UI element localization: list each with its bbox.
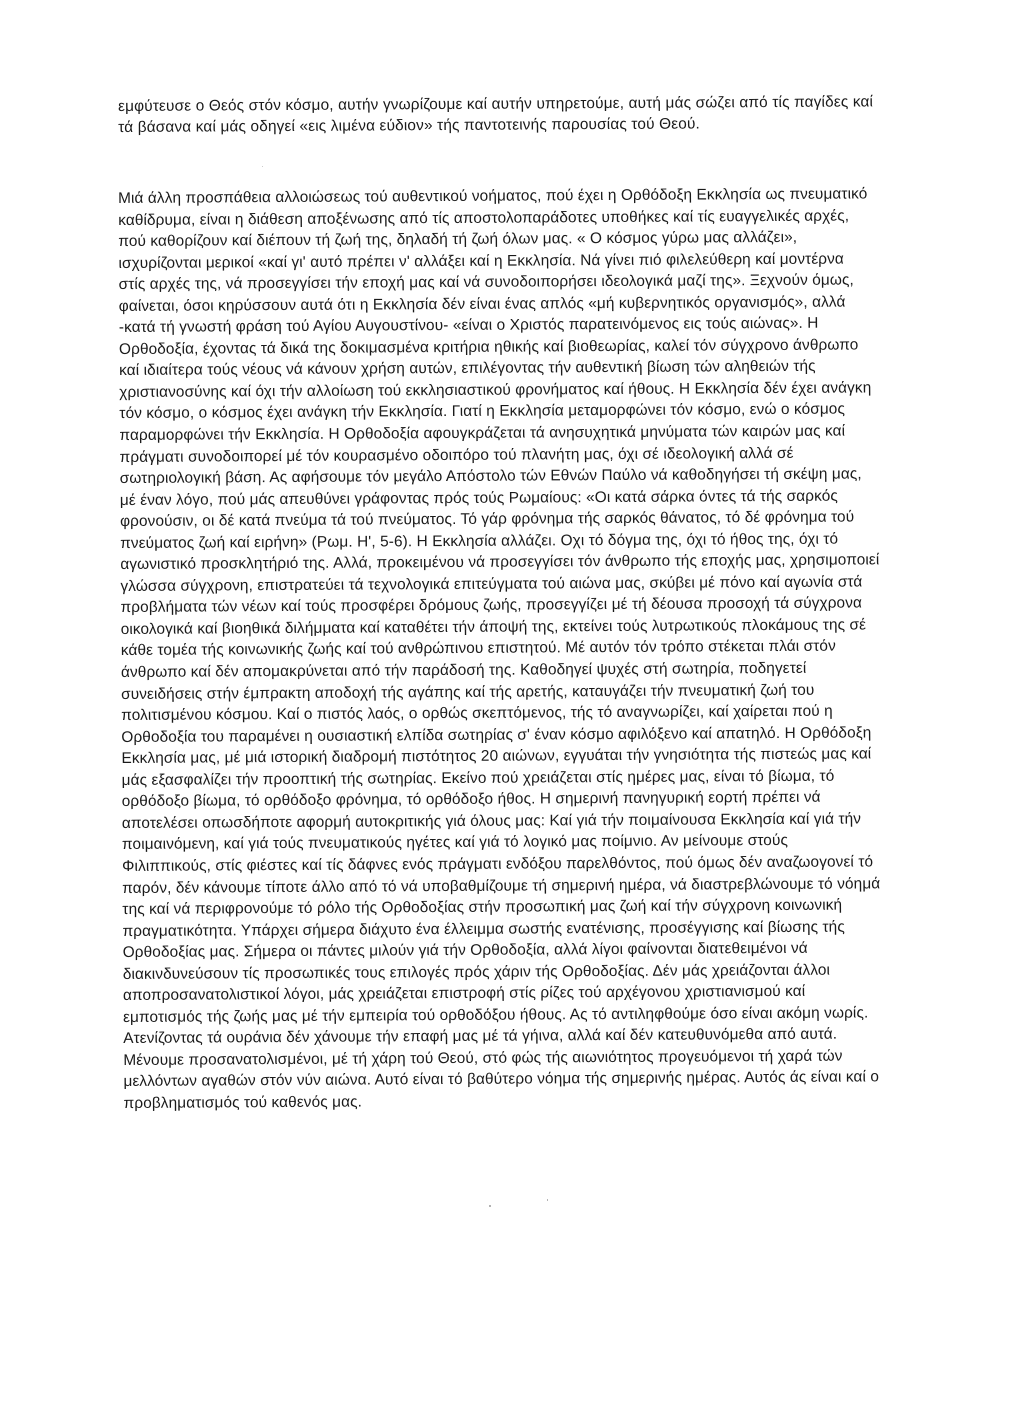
text-line: εμφύτευσε ο Θεός στόν κόσμο, αυτήν γνωρίζουμε καί αυτήν υπηρετούμε, αυτή μάς σώζει από τίς παγίδες καί	[118, 93, 874, 115]
text-line: Εκκλησία μας, μέ μιά ιστορική διαδρομή πιστότητος 20 αιώνων, εγγυάται τήν γνησιότητα τής πιστεώς μας καί	[121, 745, 872, 768]
text-line: μελλόντων αγαθών στόν νύν αιώνα. Αυτό είναι τό βαθύτερο νόημα τής σημερινής ημέρας. Αυτός άς είναι καί ο	[123, 1068, 880, 1091]
text-line: Ορθοδοξίας μας. Σήμερα οι πάντες μιλούν γιά τήν Ορθοδοξία, αλλά λίγοι φαίνονται διατεθειμένοι νά	[122, 939, 808, 962]
text-line: μάς εξασφαλίζει τήν προοπτική τής σωτηρίας. Εκείνο πού χρειάζεται στίς ημέρες μας, είναι τό βίωμα, τό	[121, 767, 835, 789]
text-line: πραγματικότητα. Υπάρχει σήμερα διάχυτο ένα έλλειμμα σωστής ενατένισης, προσέγγισης καί βίωσης τής	[122, 918, 845, 940]
text-line: ποιμαινόμενη, καί γιά τούς πνευματικούς ηγέτες καί γιά τό λογικό μας ποίμνιο. Αν μείνουμε στούς	[121, 832, 789, 854]
text-line: εμποτισμός τής ζωής μας μέ τήν εμπειρία τού ορθοδόξου ήθους. Ας τό αντιληφθούμε όσο είναι ακόμη νωρίς.	[123, 1004, 869, 1026]
text-line: ισχυρίζονται μερικοί «καί γι' αυτό πρέπει ν' αλλάξει καί η Εκκλησία. Νά γίνει πιό φιλελεύθερη καί μοντέρνα	[118, 250, 844, 272]
text-line: παραμορφώνει τήν Εκκλησία. Η Ορθοδοξία αφουγκράζεται τά ανησυχητικά μηνύματα τών καιρών μας καί	[119, 422, 846, 445]
text-line: διακινδυνεύσουν τίς προσωπικές τους επιλογές πρός χάριν τής Ορθοδοξίας. Δέν μάς χρειάζονται άλλοι	[122, 961, 831, 983]
text-line: Μένουμε προσανατολισμένοι, μέ τή χάρη τού Θεού, στό φώς τής αιωνιότητος προγευόμενοι τή χαρά τών	[123, 1047, 843, 1069]
text-line: τόν κόσμο, ο κόσμος έχει ανάγκη τήν Εκκλησία. Γιατί η Εκκλησία μεταμορφώνει τόν κόσμο, ενώ ο κόσμος	[119, 401, 846, 423]
text-line: Φιλιππικούς, στίς φιέστες καί τίς δάφνες ενός πράγματι ενδόξου παρελθόντος, πού όμως δέν αναζωογονεί τό	[122, 853, 874, 875]
intro-paragraph	[118, 91, 1008, 138]
scan-speck	[547, 1199, 548, 1201]
text-line: -κατά τή γνωστή φράση τού Αγίου Αυγουστίνου- «είναι ο Χριστός παρατεινόμενος εις τούς αιώνας». Η	[118, 315, 819, 337]
main-paragraph	[118, 183, 1019, 1115]
text-line: καί ιδιαίτερα τούς νέους νά κάνουν χρήση αυτών, επιλέγοντας τήν αυθεντική βίωση τών αληθειών τής	[119, 358, 816, 380]
text-line: γλώσσα σύγχρονη, επιστρατεύει τά τεχνολογικά επιτεύγματα τού αιώνα μας, σκύβει μέ πόνο καί αγωνία στά	[120, 573, 863, 595]
text-line: αποπροσανατολιστικοί λόγοι, μάς χρειάζεται επιστροφή στίς ρίζες τού αρχέγονου χριστιανισμού καί	[122, 983, 806, 1005]
text-line: Ορθοδοξία, έχοντας τά δικά της δοκιμασμένα κριτήρια ηθικής καί βιοθεωρίας, καλεί τόν σύγχρονο άνθρωπο	[118, 336, 859, 358]
text-line: της καί νά περιφρονούμε τό ρόλο τής Ορθοδοξίας στήν προσωπική μας ζωή καί τήν σύγχρονη κοινωνική	[122, 896, 843, 919]
text-line: πνεύματος ζωή καί ειρήνη» (Ρωμ. Η', 5-6). Η Εκκλησία αλλάζει. Οχι τό δόγμα της, όχι τό ήθος της, όχι τό	[120, 530, 839, 552]
text-line: σωτηριολογική βάση. Ας αφήσουμε τόν μεγάλο Απόστολο τών Εθνών Παύλο νά καθοδηγήσει τή σκέψη μας,	[119, 465, 862, 488]
text-line: τά βάσανα καί μάς οδηγεί «εις λιμένα εύδιον» τής παντοτεινής παρουσίας τού Θεού.	[118, 115, 700, 136]
text-line: κάθε τομέα τής κοινωνικής ζωής καί τού ανθρώπινου επιστητού. Μέ αυτόν τόν τρόπο στέκεται πλάι στόν	[120, 638, 836, 660]
text-line: χριστιανοσύνης καί όχι τήν αλλοίωση τού εκκλησιαστικού φρονήματος καί ήθους. Η Εκκλησία δέν έχει ανάγκη	[119, 379, 872, 401]
scan-speck	[489, 1205, 491, 1207]
text-line: πού καθορίζουν καί διέπουν τή ζωή της, δηλαδή τή ζωή όλων μας. « Ο κόσμος γύρω μας αλλάζει»,	[118, 228, 798, 251]
text-line: Ορθοδοξία του παραμένει η ουσιαστική ελπίδα σωτηρίας σ' έναν κόσμο αφιλόξενο καί απατηλό. Η Ορθόδοξη	[121, 724, 872, 746]
scan-speck	[262, 166, 263, 167]
text-line: φρονούσιν, οι δέ κατά πνεύμα τά τού πνεύματος. Τό γάρ φρόνημα τής σαρκός θάνατος, τό δέ φρόνημα τού	[119, 508, 855, 531]
text-line: αγωνιστικό προσκλητήριό της. Αλλά, προκειμένου νά προσεγγίσει τόν άνθρωπο τής εποχής μας, χρησιμοποιεί	[120, 551, 880, 574]
text-line: συνειδήσεις στήν έμπρακτη αποδοχή τής αγάπης καί τής αρετής, καταυγάζει τήν πνευματική ζωή του	[121, 681, 815, 703]
text-line: παρόν, δέν κάνουμε τίποτε άλλο από τό νά υποβαθμίζουμε τή σημερινή ημέρα, νά διαστρεβλώνουμε τό νόημά	[122, 874, 881, 897]
text-line: στίς αρχές της, νά προσεγγίσει τήν εποχή μας καί νά συνοδοιπορήσει ιδεολογικά μαζί της». Ξεχνούν όμως,	[118, 271, 854, 294]
text-line: προβλήματα τών νέων καί τούς προσφέρει δρόμους ζωής, προσεγγίζει μέ τή δέουσα προσοχή τά σύγχρονα	[120, 594, 863, 617]
text-line: άνθρωπο καί δέν απομακρύνεται από τήν παράδοσή της. Καθοδηγεί ψυχές στή σωτηρία, ποδηγετεί	[120, 659, 807, 682]
text-line: προβληματισμός τού καθενός μας.	[123, 1093, 363, 1112]
text-line: φαίνεται, όσοι κηρύσσουν αυτά ότι η Εκκλησία δέν είναι ένας απλός «μή κυβερνητικός οργανισμός», αλλά	[118, 293, 846, 315]
text-line: αποτελέσει οπωσδήποτε αφορμή αυτοκριτικής γιά όλους μας: Καί γιά τήν ποιμαίνουσα Εκκλησία καί γιά τήν	[121, 810, 862, 832]
text-line: Μιά άλλη προσπάθεια αλλοιώσεως τού αυθεντικού νοήματος, πού έχει η Ορθόδοξη Εκκλησία ως πνευματικό	[118, 185, 868, 207]
text-line: Ατενίζοντας τά ουράνια δέν χάνουμε τήν επαφή μας μέ τά γήινα, αλλά καί δέν κατευθυνόμεθα από αυτά.	[123, 1025, 838, 1048]
text-line: καθίδρυμα, είναι η διάθεση αποξένωσης από τίς αποστολοπαράδοτες υποθήκες καί τίς ευαγγελικές αρχές,	[118, 207, 850, 229]
text-line: οικολογικά καί βιοηθικά διλήμματα καί καταθέτει τήν άποψή της, εκτείνει τούς λυτρωτικούς πλοκάμους της σέ	[120, 616, 867, 638]
text-line: πράγματι συνοδοιπορεί μέ τόν κουρασμένο οδοιπόρο τού πλανήτη μας, όχι σέ ιδεολογική αλλά σέ	[119, 444, 794, 466]
text-line: ορθόδοξο βίωμα, τό ορθόδοξο φρόνημα, τό ορθόδοξο ήθος. Η σημερινή πανηγυρική εορτή πρέπει νά	[121, 789, 821, 811]
text-line: μέ έναν λόγο, πού μάς απευθύνει γράφοντας πρός τούς Ρωμαίους: «Οι κατά σάρκα όντες τά τής σαρκός	[119, 487, 838, 509]
text-line: πολιτισμένου κόσμου. Καί ο πιστός λαός, ο ορθώς σκεπτόμενος, τής τό αναγνωρίζει, καί χαίρεται πού η	[121, 702, 833, 725]
